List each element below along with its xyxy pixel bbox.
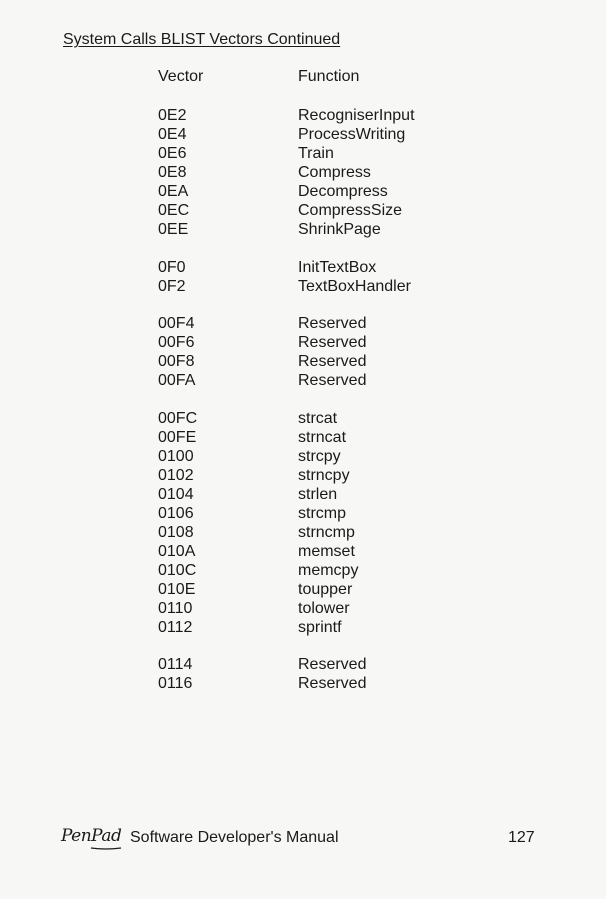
table-row	[0, 619, 606, 639]
function-cell: strncat	[298, 429, 347, 446]
function-cell: Train	[298, 145, 334, 162]
function-cell: Reserved	[298, 315, 367, 332]
function-cell: InitTextBox	[298, 259, 377, 276]
table-row	[0, 107, 606, 127]
vector-cell: 0E6	[158, 145, 187, 162]
page-number: 127	[508, 829, 535, 846]
table-row	[0, 524, 606, 544]
table-row	[0, 315, 606, 335]
table-row	[0, 202, 606, 222]
vector-cell: 0116	[158, 675, 193, 692]
table-row	[0, 505, 606, 525]
vector-cell: 00F8	[158, 353, 195, 370]
table-row	[0, 353, 606, 373]
function-cell: Reserved	[298, 675, 367, 692]
table-row	[0, 410, 606, 430]
function-cell: strcpy	[298, 448, 341, 465]
vector-cell: 0108	[158, 524, 194, 541]
column-header-vector: Vector	[158, 68, 204, 85]
vector-cell: 0114	[158, 656, 193, 673]
vector-cell: 00F6	[158, 334, 195, 351]
vector-cell: 0E8	[158, 164, 187, 181]
table-row	[0, 467, 606, 487]
table-row	[0, 372, 606, 392]
vector-cell: 00FC	[158, 410, 198, 427]
table-row	[0, 278, 606, 298]
logo-text: PenPad	[61, 826, 122, 846]
table-row	[0, 259, 606, 279]
table-row	[0, 126, 606, 146]
vector-cell: 010C	[158, 562, 197, 579]
vector-cell: 0F2	[158, 278, 186, 295]
table-row	[0, 486, 606, 506]
table-row	[0, 600, 606, 620]
logo-underline-icon	[61, 846, 123, 852]
function-cell: memset	[298, 543, 355, 560]
vector-cell: 00F4	[158, 315, 195, 332]
function-cell: RecogniserInput	[298, 107, 415, 124]
function-cell: Compress	[298, 164, 371, 181]
vector-cell: 0EA	[158, 183, 189, 200]
vector-cell: 0E2	[158, 107, 187, 124]
vector-cell: 0EC	[158, 202, 190, 219]
function-cell: Reserved	[298, 353, 367, 370]
table-row	[0, 164, 606, 184]
vector-cell: 0EE	[158, 221, 189, 238]
vector-cell: 0F0	[158, 259, 186, 276]
vector-cell: 0104	[158, 486, 194, 503]
vector-cell: 0102	[158, 467, 194, 484]
manual-title: Software Developer's Manual	[130, 829, 339, 846]
table-row	[0, 221, 606, 241]
function-cell: strncmp	[298, 524, 355, 541]
function-cell: Reserved	[298, 372, 367, 389]
table-row	[0, 581, 606, 601]
column-header-function: Function	[298, 68, 360, 85]
table-row	[0, 334, 606, 354]
function-cell: strcat	[298, 410, 338, 427]
table-row	[0, 183, 606, 203]
vector-cell: 0E4	[158, 126, 187, 143]
vector-cell: 0112	[158, 619, 193, 636]
vector-cell: 0110	[158, 600, 193, 617]
table-row	[0, 675, 606, 695]
function-cell: strcmp	[298, 505, 346, 522]
vector-cell: 00FE	[158, 429, 197, 446]
table-row	[0, 656, 606, 676]
function-cell: tolower	[298, 600, 350, 617]
function-cell: Reserved	[298, 334, 367, 351]
vector-cell: 010E	[158, 581, 196, 598]
vector-cell: 0106	[158, 505, 194, 522]
table-row	[0, 543, 606, 563]
function-cell: ShrinkPage	[298, 221, 381, 238]
vector-cell: 0100	[158, 448, 194, 465]
function-cell: Reserved	[298, 656, 367, 673]
table-row	[0, 562, 606, 582]
table-row	[0, 429, 606, 449]
table-row	[0, 145, 606, 165]
table-row	[0, 448, 606, 468]
function-cell: ProcessWriting	[298, 126, 406, 143]
function-cell: toupper	[298, 581, 353, 598]
function-cell: sprintf	[298, 619, 342, 636]
function-cell: Decompress	[298, 183, 388, 200]
function-cell: strncpy	[298, 467, 350, 484]
vector-cell: 010A	[158, 543, 196, 560]
penpad-logo	[61, 826, 121, 846]
function-cell: TextBoxHandler	[298, 278, 411, 295]
page-title: System Calls BLIST Vectors Continued	[63, 31, 341, 48]
function-cell: strlen	[298, 486, 338, 503]
vector-cell: 00FA	[158, 372, 196, 389]
function-cell: CompressSize	[298, 202, 403, 219]
function-cell: memcpy	[298, 562, 359, 579]
